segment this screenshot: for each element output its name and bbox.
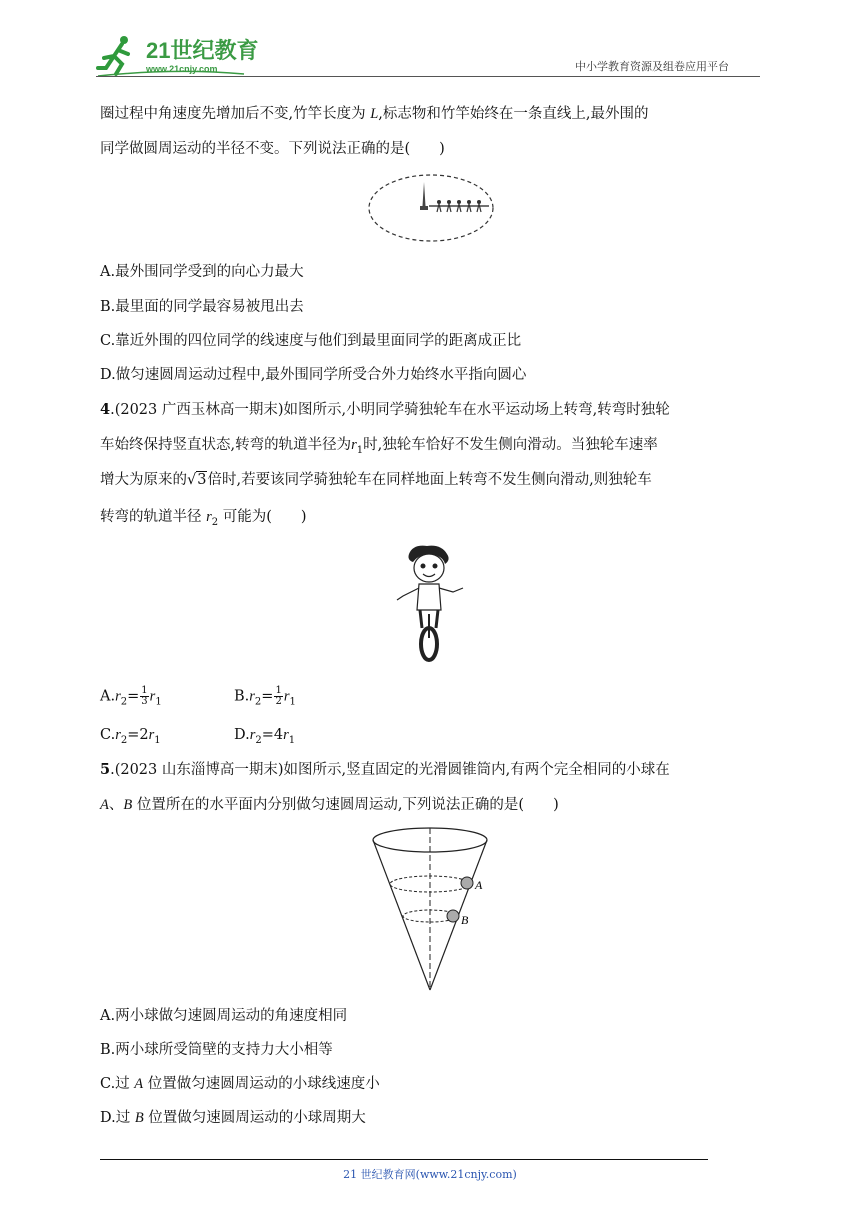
q4-option-c: $C.r_2=2r_1$ [100,727,161,746]
q3-option-d: D.做匀速圆周运动过程中,最外围同学所受合外力始终水平指向圆心 [100,367,527,383]
q5-option-d: D.过 B 位置做匀速圆周运动的小球周期大 [100,1110,366,1126]
q3-line1: 圈过程中角速度先增加后不变,竹竿长度为 L,标志物和竹竿始终在一条直线上,最外围的 [100,106,649,122]
svg-text:www.21cnjy.com: www.21cnjy.com [146,64,218,74]
q4-option-b: $B.r_2=$ $\frac{1}{2}$ $r_1$ [234,685,296,708]
page-header [0,0,860,82]
q5-line2: A、B 位置所在的水平面内分别做匀速圆周运动,下列说法正确的是( ) [100,797,559,813]
q5-option-a: A.两小球做匀速圆周运动的角速度相同 [100,1008,348,1024]
header-divider [96,76,760,77]
q3-line2: 同学做圆周运动的半径不变。下列说法正确的是( ) [100,141,445,157]
svg-text:B: B [461,913,469,927]
rotation-figure [367,172,495,244]
sqrt-three: √3 [187,472,207,488]
footer-link[interactable]: 21 世纪教育网(www.21cnjy.com) [343,1168,517,1181]
q5-option-b: B.两小球所受筒壁的支持力大小相等 [100,1042,333,1058]
q4-line1: 4.(2023 广西玉林高一期末)如图所示,小明同学骑独轮车在水平运动场上转弯,转弯时独轮 [100,401,670,418]
q3-option-c: C.靠近外围的四位同学的线速度与他们到最里面同学的距离成正比 [100,333,522,349]
q4-line2: 车始终保持竖直状态,转弯的轨道半径为$r_1$时,独轮车恰好不发生侧向滑动。当独轮车速率 [100,437,658,456]
svg-text:21世纪教育: 21世纪教育 [146,38,259,63]
q4-option-a: $A.r_2=$ $\frac{1}{3}$ $r_1$ [100,685,162,708]
unicycle-boy-figure [393,544,469,664]
footer-divider [100,1159,708,1160]
q5-option-c: C.过 A 位置做匀速圆周运动的小球线速度小 [100,1076,380,1092]
platform-label: 中小学教育资源及组卷应用平台 [575,60,729,73]
site-logo [94,32,264,78]
q5-line1: 5.(2023 山东淄博高一期末)如图所示,竖直固定的光滑圆锥筒内,有两个完全相同的小球在 [100,761,670,778]
q3-option-b: B.最里面的同学最容易被甩出去 [100,299,304,315]
q4-option-d: $D.r_2=4r_1$ [234,727,296,746]
q4-line4: 转弯的轨道半径 $r_2$ 可能为( ) [100,509,307,528]
ball-a [461,877,473,889]
q3-option-a: A.最外围同学受到的向心力最大 [100,264,304,280]
cone-figure [370,826,490,994]
q4-line3: 增大为原来的√3倍时,若要该同学骑独轮车在同样地面上转弯不发生侧向滑动,则独轮车 [100,472,652,488]
svg-text:A: A [475,878,483,892]
ball-b [447,910,459,922]
runner-icon [98,36,128,74]
